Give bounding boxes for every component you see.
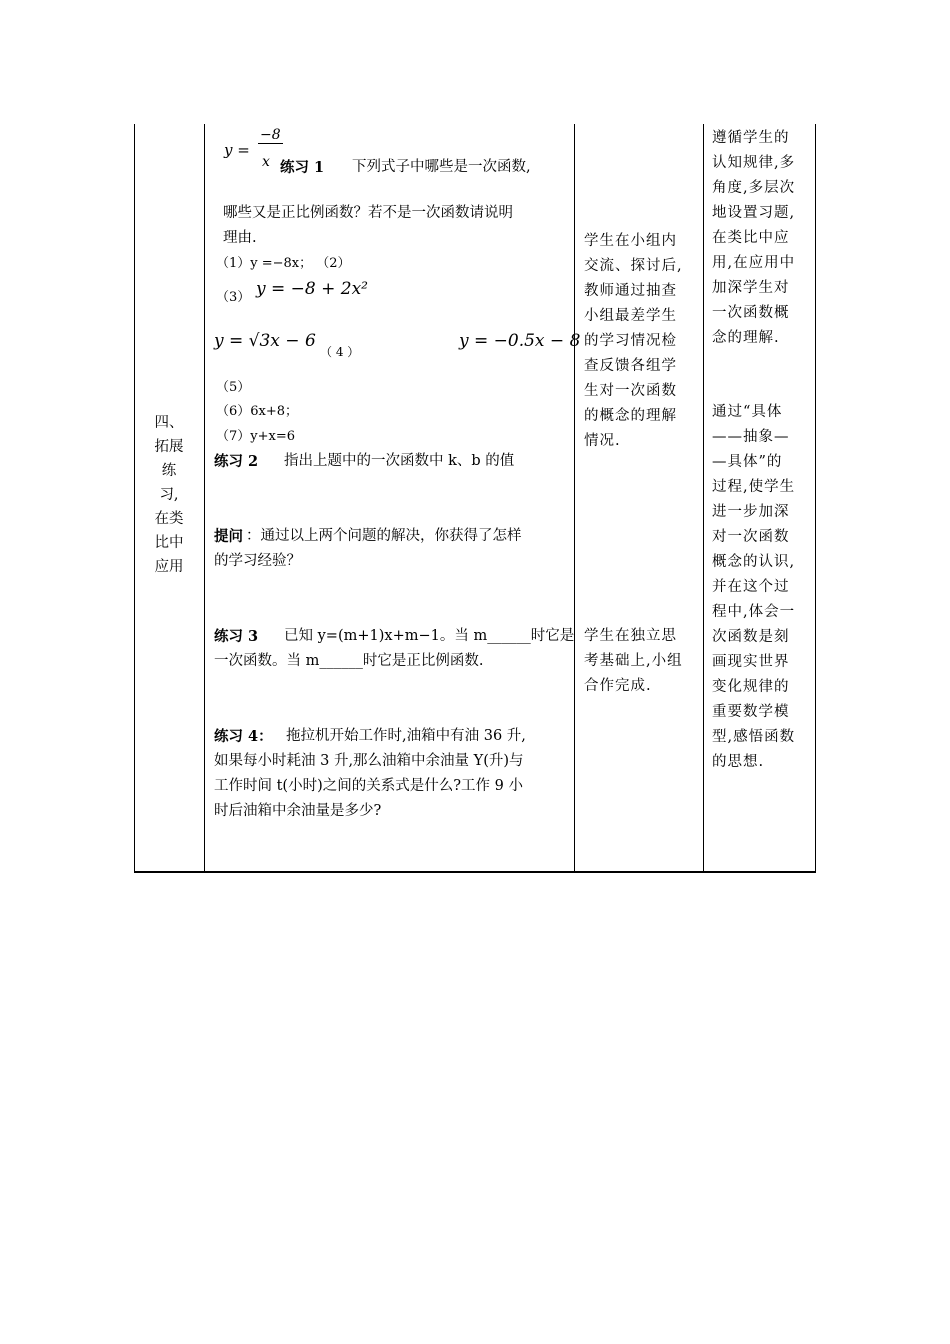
student-activity-1: 学生在小组内 交流、探讨后, 教师通过抽查 小组最差学生 的学习情况检 查反馈各组学 生对一次函数 的概念的理解 情况. (584, 233, 683, 449)
design-intent-2: 通过“具体 ——抽象— —具体”的 过程,使学生 进一步加深 对一次函数 概念的认识, 并在这个过 程中,体会一 次函数是刻 画现实世界 变化规律的 重要数学模 型,感悟函数 的思想. (712, 404, 796, 770)
exercise-1-item-3-formula: y = −8 + 2x² (256, 279, 368, 299)
design-intent-1: 遵循学生的 认知规律,多 角度,多层次 地设置习题, 在类比中应 用,在应用中 加深学生对 一次函数概 念的理解. (712, 130, 796, 346)
fraction-lhs: y = (224, 141, 250, 159)
table-border-right (815, 124, 816, 873)
exercise-2-title: 练习 2 (214, 453, 259, 470)
section-label: 四、 拓展 练 习, 在类 比中 应用 (154, 415, 184, 575)
exercise-1-item-3-label: （3） (216, 290, 251, 305)
exercise-1-item-7: （7）y+x=6 (216, 429, 296, 444)
question-title: 提问 (214, 528, 243, 545)
question-text: ：通过以上两个问题的解决，你获得了怎样 (246, 528, 522, 544)
exercise-1-question-2: 哪些又是正比例函数？若不是一次函数请说明 (223, 205, 513, 221)
student-activity-2: 学生在独立思 考基础上,小组 合作完成. (584, 628, 683, 694)
exercise-4-text-2: 如果每小时耗油 3 升,那么油箱中余油量 Y(升)与 (214, 753, 524, 769)
lesson-table (134, 124, 816, 873)
exercise-3-text: 已知 y=(m+1)x+m−1。当 m______时它是 (284, 628, 575, 644)
formula-sqrt: y = √3x − 6 (214, 331, 316, 351)
exercise-1-item-1-2: （1）y =−8x； （2） (216, 256, 351, 271)
question-text-2: 的学习经验？ (214, 553, 301, 569)
exercise-4-text-4: 时后油箱中余油量是多少? (214, 803, 382, 819)
exercise-1-title: 练习 1 (280, 159, 325, 176)
exercise-2-text: 指出上题中的一次函数中 k、b 的值 (284, 453, 515, 469)
exercise-4-title: 练习 4： (214, 728, 273, 745)
fraction-numerator: −8 (260, 127, 281, 143)
exercise-1-question: 下列式子中哪些是一次函数, (352, 159, 531, 175)
exercise-3-title: 练习 3 (214, 628, 259, 645)
column-divider-2 (574, 124, 575, 873)
exercise-1-item-6: （6）6x+8； (216, 404, 299, 419)
exercise-1-item-4-label: （ 4 ） (320, 345, 360, 359)
exercise-4-text: 拖拉机开始工作时,油箱中有油 36 升, (286, 728, 526, 744)
exercise-1-question-3: 理由. (223, 230, 257, 246)
fraction-denominator: x (262, 154, 270, 170)
column-divider-3 (703, 124, 704, 873)
column-divider-1 (204, 124, 205, 873)
exercise-1-item-5: （5） (216, 380, 251, 395)
table-border-bottom (134, 871, 816, 873)
exercise-4-text-3: 工作时间 t(小时)之间的关系式是什么?工作 9 小 (214, 778, 523, 794)
formula-negative-half: y = −0.5x − 8 (459, 331, 581, 351)
exercise-3-text-2: 一次函数。当 m______时它是正比例函数. (214, 653, 484, 669)
